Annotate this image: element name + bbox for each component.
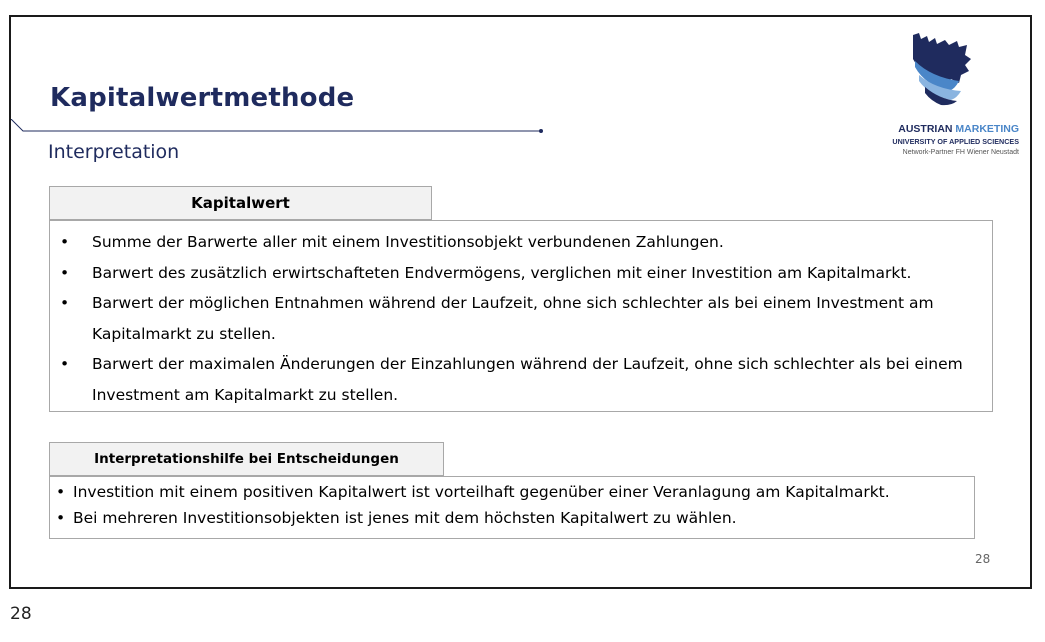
list-item: • Bei mehreren Investitionsobjekten ist jenes mit dem höchsten Kapitalwert zu wählen. — [56, 505, 966, 531]
logo-word-austrian: AUSTRIAN — [898, 123, 953, 135]
bullet-icon: • — [60, 233, 70, 251]
page-number: 28 — [10, 604, 32, 624]
bullet-icon: • — [60, 294, 70, 312]
bullet-icon: • — [56, 509, 66, 527]
slide-subtitle: Interpretation — [48, 141, 180, 163]
interpretationshilfe-header: Interpretationshilfe bei Entscheidungen — [49, 442, 444, 476]
list-item: • Barwert der maximalen Änderungen der Einzahlungen während der Laufzeit, ohne sich schlechter als bei einem Investment am Kapitalmarkt zu stellen. — [60, 349, 984, 410]
interpretationshilfe-list — [50, 477, 974, 531]
slide-title: Kapitalwertmethode — [50, 83, 355, 113]
list-item: • Barwert der möglichen Entnahmen während der Laufzeit, ohne sich schlechter als bei einem Investment am Kapitalmarkt zu stellen. — [60, 288, 984, 349]
bullet-icon: • — [60, 263, 70, 282]
list-item: • Summe der Barwerte aller mit einem Investitionsobjekt verbundenen Zahlungen. — [60, 227, 984, 258]
shield-logo-icon — [909, 31, 975, 107]
logo-subline: UNIVERSITY OF APPLIED SCIENCES — [892, 137, 1019, 146]
bullet-icon: • — [56, 483, 66, 501]
kapitalwert-box — [49, 220, 993, 412]
logo-word-marketing: MARKETING — [955, 123, 1019, 135]
list-item: • Barwert des zusätzlich erwirtschafteten Endvermögens, verglichen mit einer Investition am Kapitalmarkt. — [60, 258, 984, 289]
logo-wordmark — [859, 123, 1019, 135]
bullet-icon: • — [60, 355, 70, 373]
kapitalwert-header: Kapitalwert — [49, 186, 432, 220]
title-underline — [11, 119, 544, 135]
list-item: • Investition mit einem positiven Kapitalwert ist vorteilhaft gegenüber einer Veranlagung am Kapitalmarkt. — [56, 479, 966, 505]
interpretationshilfe-box — [49, 476, 975, 539]
slide — [9, 15, 1032, 589]
kapitalwert-list — [50, 221, 992, 410]
logo-network-line: Network-Partner FH Wiener Neustadt — [902, 149, 1019, 156]
university-logo — [859, 31, 1019, 181]
slide-page-number: 28 — [975, 552, 991, 566]
